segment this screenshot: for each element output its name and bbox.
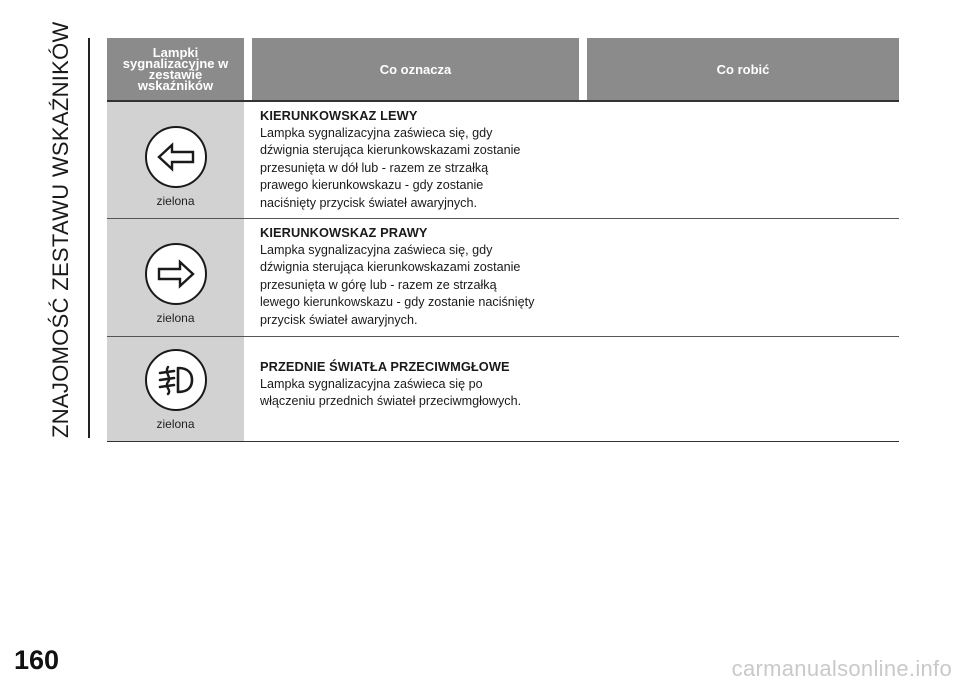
meaning-line: naciśnięty przycisk świateł awaryjnych. <box>260 195 477 210</box>
header-action: Co robić <box>587 38 899 100</box>
page-number: 160 <box>14 645 60 675</box>
meaning-line: Lampka sygnalizacyjna zaświeca się, gdy <box>260 125 493 140</box>
table-row <box>107 219 899 337</box>
section-divider-line <box>88 38 90 438</box>
meaning-cell <box>260 219 587 336</box>
meaning-line: przesunięta w dół lub - razem ze strzałką <box>260 160 489 175</box>
left-turn-arrow-icon <box>145 126 207 188</box>
indicator-color-label: zielona <box>156 194 195 208</box>
front-fog-light-icon <box>145 349 207 411</box>
meaning-line: Lampka sygnalizacyjna zaświeca się po <box>260 376 483 391</box>
meaning-line: prawego kierunkowskazu - gdy zostanie <box>260 178 484 193</box>
meaning-line: lewego kierunkowskazu - gdy zostanie naciśnięty <box>260 295 535 310</box>
meaning-line: Lampka sygnalizacyjna zaświeca się, gdy <box>260 242 493 257</box>
meaning-line: dźwignia sterująca kierunkowskazami zostanie <box>260 260 521 275</box>
indicator-color-label: zielona <box>156 417 195 431</box>
indicator-cell <box>107 102 244 218</box>
header-meaning: Co oznacza <box>252 38 579 100</box>
meaning-line: przycisk świateł awaryjnych. <box>260 312 418 327</box>
indicator-heading: KIERUNKOWSKAZ PRAWY <box>260 225 428 240</box>
indicator-heading: PRZEDNIE ŚWIATŁA PRZECIWMGŁOWE <box>260 359 510 374</box>
meaning-cell <box>260 337 587 441</box>
table-row <box>107 337 899 442</box>
table-row <box>107 102 899 219</box>
header-warning-lights <box>107 38 244 100</box>
indicator-cell <box>107 219 244 336</box>
table-header <box>107 38 899 102</box>
indicator-cell <box>107 337 244 441</box>
meaning-line: włączeniu przednich świateł przeciwmgłowych. <box>260 394 522 409</box>
header-line: sygnalizacyjne w <box>122 56 229 71</box>
indicator-heading: KIERUNKOWSKAZ LEWY <box>260 108 418 123</box>
header-line: wskaźników <box>137 78 214 93</box>
meaning-cell <box>260 102 587 218</box>
header-line: Lampki <box>152 45 199 60</box>
indicator-color-label: zielona <box>156 311 195 325</box>
header-line: zestawie <box>148 67 203 82</box>
right-turn-arrow-icon <box>145 243 207 305</box>
warning-lights-table <box>107 38 899 442</box>
section-title-vertical: ZNAJOMOŚĆ ZESTAWU WSKAŹNIKÓW <box>48 21 73 438</box>
watermark-text: carmanualsonline.info <box>731 656 952 681</box>
meaning-line: przesunięta w górę lub - razem ze strzałką <box>260 277 497 292</box>
meaning-line: dźwignia sterująca kierunkowskazami zostanie <box>260 143 521 158</box>
